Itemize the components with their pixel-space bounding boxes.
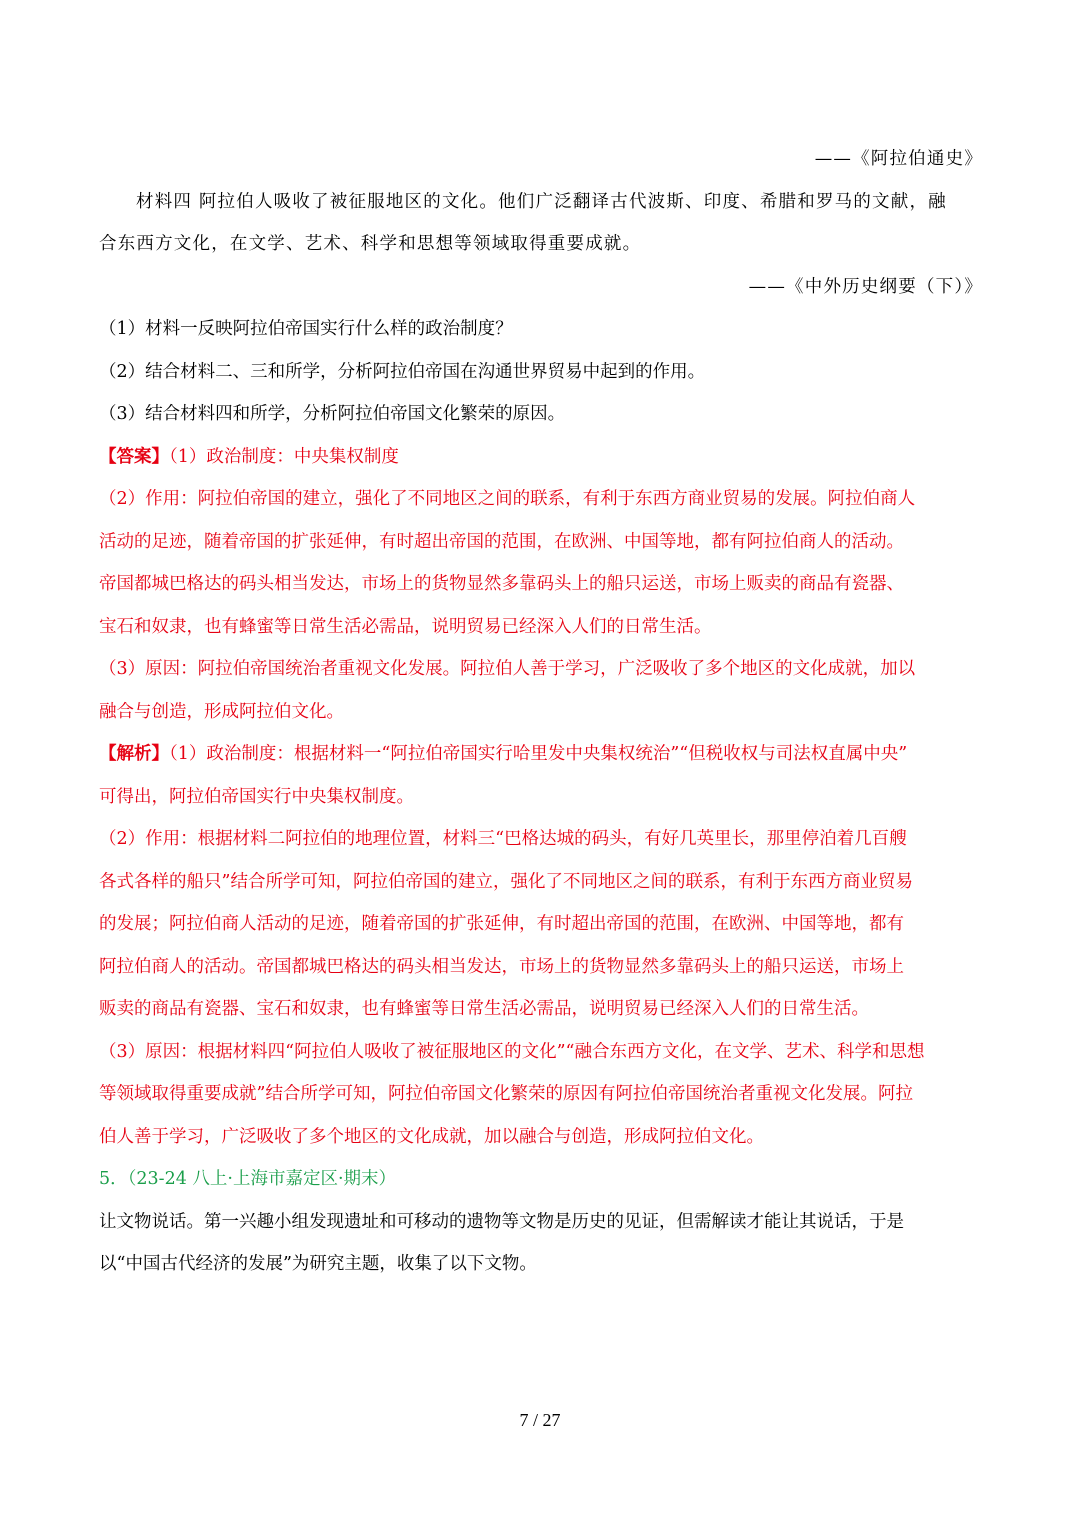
question-1: （1）材料一反映阿拉伯帝国实行什么样的政治制度？ — [99, 319, 513, 339]
answer-line: 融合与创造，形成阿拉伯文化。 — [99, 701, 344, 722]
page-number: 7 / 27 — [519, 1410, 561, 1430]
analysis-line: （2）作用：根据材料二阿拉伯的地理位置，材料三“巴格达城的码头，有好几英里长，那里停泊着几百艘 — [99, 829, 907, 849]
page-content — [99, 138, 983, 1286]
answer-text: （1）政治制度：中央集权制度 — [169, 446, 399, 467]
answer-line: 帝国都城巴格达的码头相当发达，市场上的货物显然多靠码头上的船只运送，市场上贩卖的商品有瓷器、 — [99, 574, 904, 594]
analysis-line: 阿拉伯商人的活动。帝国都城巴格达的码头相当发达，市场上的货物显然多靠码头上的船只运送，市场上 — [99, 956, 904, 977]
material-four-line: 材料四 阿拉伯人吸收了被征服地区的文化。他们广泛翻译古代波斯、印度、希腊和罗马的文献，融 — [136, 191, 947, 212]
answer-label: 【答案】 — [99, 446, 169, 467]
analysis-line: 的发展；阿拉伯商人活动的足迹，随着帝国的扩张延伸，有时超出帝国的范围，在欧洲、中国等地，都有 — [99, 914, 904, 934]
analysis-line: 等领域取得重要成就”结合所学可知，阿拉伯帝国文化繁荣的原因有阿拉伯帝国统治者重视文化发展。阿拉 — [99, 1084, 913, 1104]
question-5-line: 以“中国古代经济的发展”为研究主题，收集了以下文物。 — [99, 1254, 537, 1274]
analysis-line: 各式各样的船只”结合所学可知，阿拉伯帝国的建立，强化了不同地区之间的联系，有利于东西方商业贸易 — [99, 871, 913, 892]
question-2: （2）结合材料二、三和所学，分析阿拉伯帝国在沟通世界贸易中起到的作用。 — [99, 361, 706, 382]
question-5-line: 让文物说话。第一兴趣小组发现遗址和可移动的遗物等文物是历史的见证，但需解读才能让其说话，于是 — [99, 1211, 904, 1232]
analysis-text: （1）政治制度：根据材料一“阿拉伯帝国实行哈里发中央集权统治”“但税收权与司法权直属中央” — [169, 744, 908, 764]
question-5-header: 5．（23-24 八上·上海市嘉定区·期末） — [99, 1169, 397, 1189]
material-four-source: ——《中外历史纲要（下）》 — [748, 276, 983, 297]
material-three-source: ——《阿拉伯通史》 — [814, 149, 983, 169]
analysis-label: 【解析】 — [99, 744, 169, 764]
question-3: （3）结合材料四和所学，分析阿拉伯帝国文化繁荣的原因。 — [99, 404, 566, 424]
answer-line — [99, 436, 983, 479]
answer-line: 活动的足迹，随着帝国的扩张延伸，有时超出帝国的范围，在欧洲、中国等地，都有阿拉伯商人的活动。 — [99, 531, 904, 552]
analysis-line — [99, 733, 983, 776]
analysis-line: 可得出，阿拉伯帝国实行中央集权制度。 — [99, 786, 414, 807]
analysis-line: 贩卖的商品有瓷器、宝石和奴隶，也有蜂蜜等日常生活必需品，说明贸易已经深入人们的日常生活。 — [99, 999, 869, 1019]
material-four-line: 合东西方文化，在文学、艺术、科学和思想等领域取得重要成就。 — [99, 234, 642, 254]
analysis-line: 伯人善于学习，广泛吸收了多个地区的文化成就，加以融合与创造，形成阿拉伯文化。 — [99, 1126, 764, 1147]
answer-line: （2）作用：阿拉伯帝国的建立，强化了不同地区之间的联系，有利于东西方商业贸易的发展。阿拉伯商人 — [99, 489, 916, 509]
answer-line: 宝石和奴隶，也有蜂蜜等日常生活必需品，说明贸易已经深入人们的日常生活。 — [99, 616, 712, 637]
answer-line: （3）原因：阿拉伯帝国统治者重视文化发展。阿拉伯人善于学习，广泛吸收了多个地区的文化成就，加以 — [99, 659, 916, 679]
analysis-line: （3）原因：根据材料四“阿拉伯人吸收了被征服地区的文化”“融合东西方文化，在文学、艺术、科学和思想 — [99, 1041, 925, 1062]
